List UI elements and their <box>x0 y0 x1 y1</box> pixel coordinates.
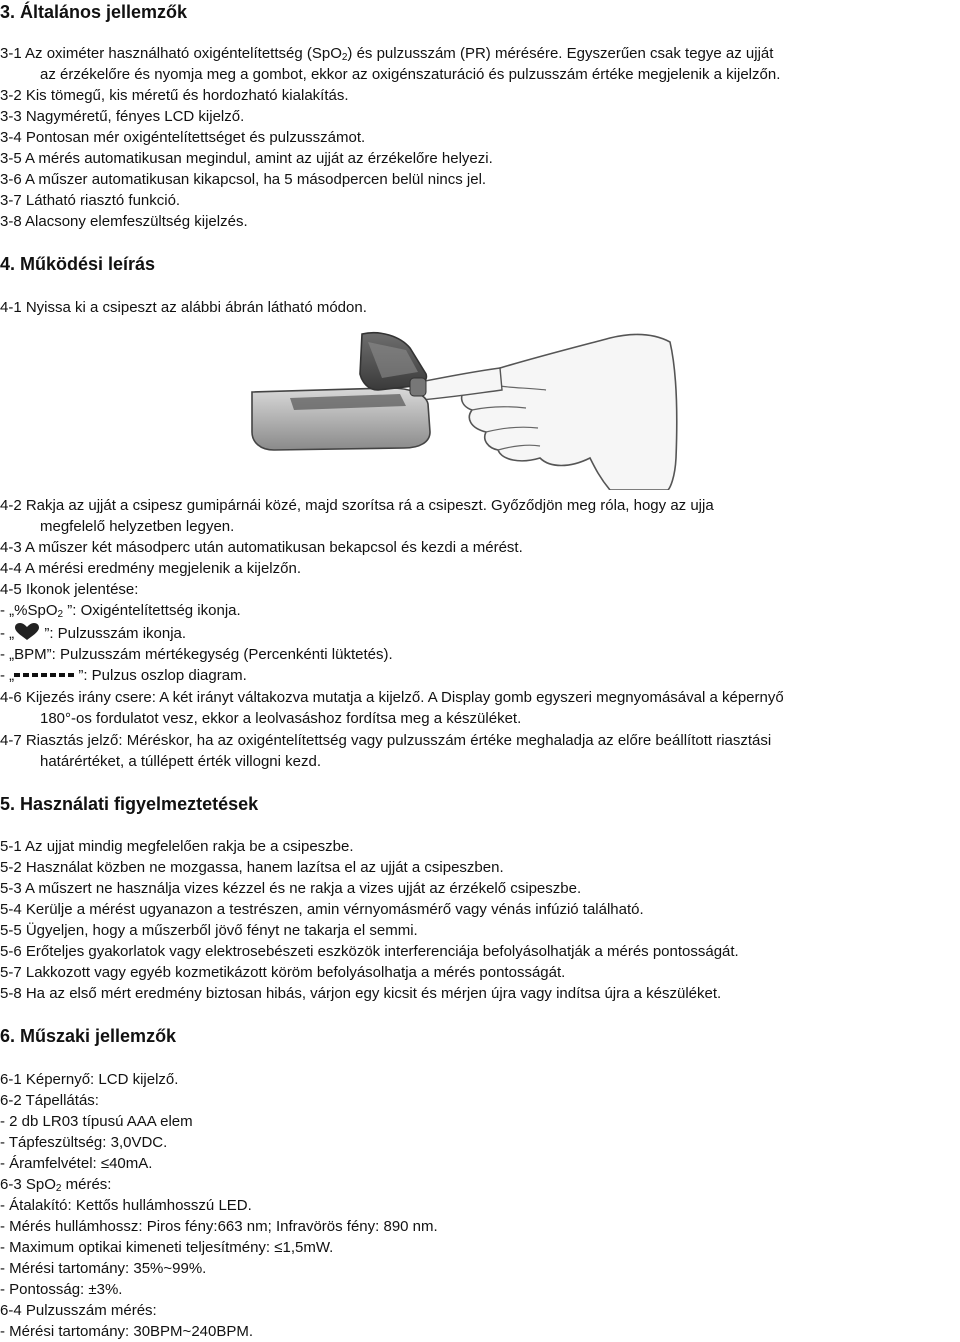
item-3-2: 3-2 Kis tömegű, kis méretű és hordozható kialakítás. <box>0 87 349 104</box>
item-4-2: 4-2 Rakja az ujját a csipesz gumipárnái közé, majd szorítsa rá a csipeszt. Győződjön meg róla, hogy az ujja <box>0 497 714 514</box>
item-4-6-cont: 180°-os fordulatot vesz, ekkor a leolvasáshoz fordítsa meg a készüléket. <box>40 710 522 727</box>
section-5-title: 5. Használati figyelmeztetések <box>0 794 259 814</box>
item-3-6: 3-6 A műszer automatikusan kikapcsol, ha 5 másodpercen belül nincs jel. <box>0 171 487 188</box>
spec-optical-output: - Maximum optikai kimeneti teljesítmény: ≤1,5mW. <box>0 1239 334 1256</box>
spec-pr-range: - Mérési tartomány: 30BPM~240BPM. <box>0 1323 254 1340</box>
section-3-title: 3. Általános jellemzők <box>0 2 188 22</box>
icon-bpm-desc: - „BPM”: Pulzusszám mértékegység (Percenkénti lüktetés). <box>0 646 393 663</box>
item-4-3: 4-3 A műszer két másodperc után automatikusan bekapcsol és kezdi a mérést. <box>0 539 523 556</box>
oximeter-hand-illustration <box>250 328 680 490</box>
item-3-1-cont: az érzékelőre és nyomja meg a gombot, ekkor az oxigénszaturáció és pulzusszám értéke megjelenik a kijelzőn. <box>40 66 781 83</box>
spec-spo2-range: - Mérési tartomány: 35%~99%. <box>0 1260 207 1277</box>
spec-6-1: 6-1 Képernyő: LCD kijelző. <box>0 1071 179 1088</box>
spec-current: - Áramfelvétel: ≤40mA. <box>0 1155 153 1172</box>
item-5-1: 5-1 Az ujjat mindig megfelelően rakja be a csipeszbe. <box>0 838 354 855</box>
spec-wavelength: - Mérés hullámhossz: Piros fény:663 nm; Infravörös fény: 890 nm. <box>0 1218 438 1235</box>
item-3-5: 3-5 A mérés automatikusan megindul, amint az ujját az érzékelőre helyezi. <box>0 150 493 167</box>
item-5-3: 5-3 A műszert ne használja vizes kézzel és ne rakja a vizes ujját az érzékelő csipeszbe. <box>0 880 582 897</box>
item-3-8: 3-8 Alacsony elemfeszültség kijelzés. <box>0 213 248 230</box>
spec-transducer: - Átalakító: Kettős hullámhosszú LED. <box>0 1197 252 1214</box>
item-5-5: 5-5 Ügyeljen, hogy a műszerből jövő fényt ne takarja el semmi. <box>0 922 418 939</box>
spec-6-3: 6-3 SpO$_2$ mérés: <box>0 1176 112 1194</box>
item-5-8: 5-8 Ha az első mért eredmény biztosan hibás, várjon egy kicsit és mérjen újra vagy indítsa újra a készüléket. <box>0 985 722 1002</box>
icon-heart-desc: - „ ”: Pulzusszám ikonja. <box>0 625 187 642</box>
item-5-6: 5-6 Erőteljes gyakorlatok vagy elektrosebészeti eszközök interferenciája befolyásolhatják a mérés pontosságát. <box>0 943 739 960</box>
item-3-7: 3-7 Látható riasztó funkció. <box>0 192 181 209</box>
spec-6-2: 6-2 Tápellátás: <box>0 1092 99 1109</box>
spec-voltage: - Tápfeszültség: 3,0VDC. <box>0 1134 168 1151</box>
item-4-4: 4-4 A mérési eredmény megjelenik a kijelzőn. <box>0 560 301 577</box>
pulse-bar-icon <box>14 670 74 680</box>
item-4-7: 4-7 Riasztás jelző: Méréskor, ha az oxigéntelítettség vagy pulzusszám értéke meghaladja az előre beállított riasztási <box>0 732 772 749</box>
item-5-2: 5-2 Használat közben ne mozgassa, hanem lazítsa el az ujját a csipeszben. <box>0 859 504 876</box>
item-3-1: 3-1 Az oximéter használható oxigéntelítettség (SpO$_2$) és pulzusszám (PR) mérésére. Egyszerűen csak tegye az ujját <box>0 45 774 63</box>
icon-spo2-desc: - „%SpO$_2$ ”: Oxigéntelítettség ikonja. <box>0 602 241 620</box>
heart-icon <box>14 623 40 641</box>
item-4-6: 4-6 Kijezés irány csere: A két irányt váltakozva mutatja a kijelző. A Display gomb egyszeri megnyomásával a képernyő <box>0 689 784 706</box>
item-5-7: 5-7 Lakkozott vagy egyéb kozmetikázott köröm befolyásolhatja a mérés pontosságát. <box>0 964 566 981</box>
item-5-4: 5-4 Kerülje a mérést ugyanazon a testrészen, amin vérnyomásmérő vagy vénás infúzió található. <box>0 901 644 918</box>
spec-battery: - 2 db LR03 típusú AAA elem <box>0 1113 193 1130</box>
item-3-4: 3-4 Pontosan mér oxigéntelítettséget és pulzusszámot. <box>0 129 366 146</box>
item-4-5: 4-5 Ikonok jelentése: <box>0 581 139 598</box>
item-3-3: 3-3 Nagyméretű, fényes LCD kijelző. <box>0 108 245 125</box>
spec-6-4: 6-4 Pulzusszám mérés: <box>0 1302 157 1319</box>
section-6-title: 6. Műszaki jellemzők <box>0 1026 177 1046</box>
section-4-title: 4. Működési leírás <box>0 254 156 274</box>
icon-bar-desc: - „ ”: Pulzus oszlop diagram. <box>0 667 247 684</box>
item-4-2-cont: megfelelő helyzetben legyen. <box>40 518 235 535</box>
item-4-1: 4-1 Nyissa ki a csipeszt az alábbi ábrán látható módon. <box>0 299 367 316</box>
item-4-7-cont: határértéket, a túllépett érték villogni kezd. <box>40 753 321 770</box>
spec-accuracy: - Pontosság: ±3%. <box>0 1281 123 1298</box>
